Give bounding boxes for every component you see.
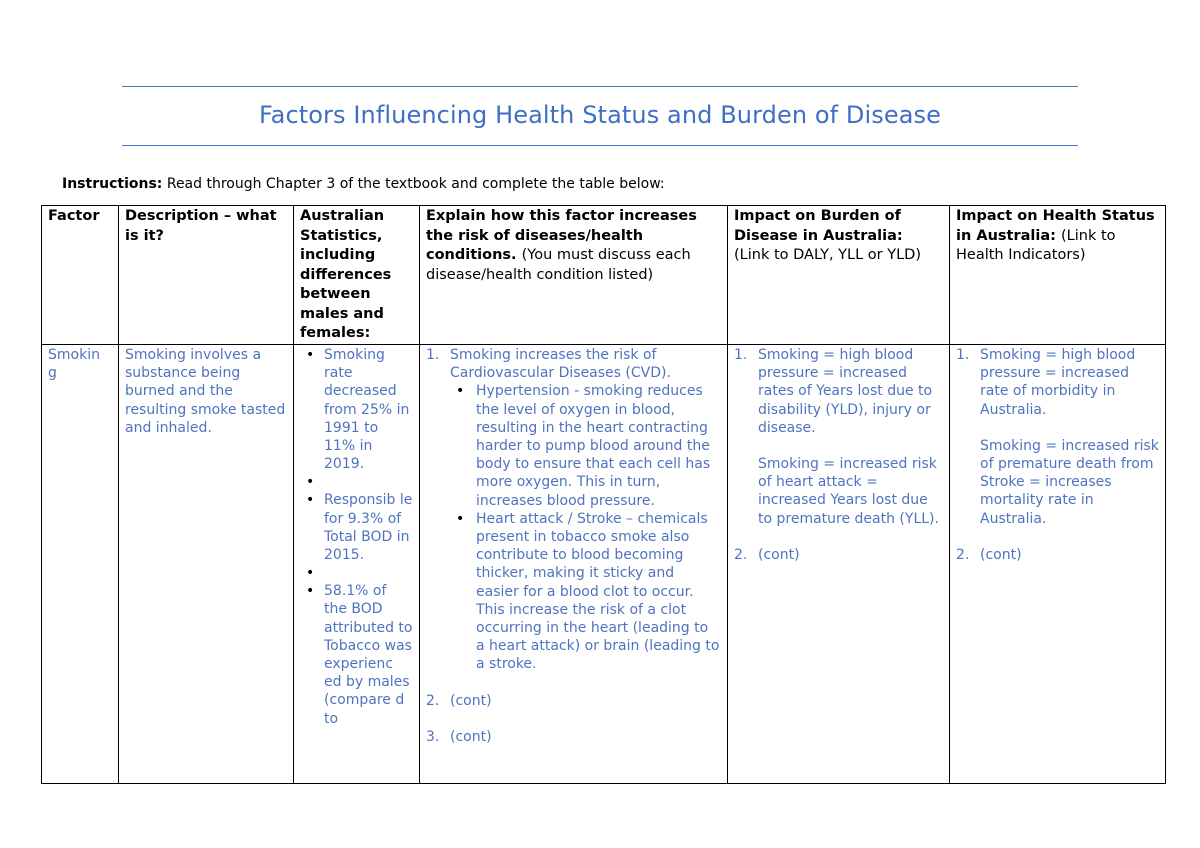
title-bottom-rule [122, 145, 1078, 146]
header-statistics: Australian Statistics, including differences between males and females: [294, 206, 420, 345]
explain-subitem: • Heart attack / Stroke – chemicals present in tobacco smoke also contribute to blood becoming thicker, making it sticky and easier for a blood clot to occur. This increase the risk of a clot occurring in the heart (leading to a heart attack) or brain (leading to a stroke. [476, 510, 721, 674]
instructions [62, 176, 665, 192]
statistics-list [300, 346, 413, 728]
explain-sublist [450, 382, 721, 673]
cell-status[interactable] [950, 345, 1166, 784]
cell-factor[interactable]: Smokin g [42, 345, 119, 784]
header-explain-note: (You must discuss each disease/health condition listed) [426, 247, 691, 283]
burden-item-2: 2. (cont) [734, 546, 800, 563]
instructions-text: Read through Chapter 3 of the textbook and complete the table below: [162, 176, 665, 192]
explain-item-1: 1. Smoking increases the risk of Cardiovascular Diseases (CVD). • Hypertension - smoking reduces the level of oxygen in blood, resulting in the heart contracting harder to pump blood around the body to ensure that each cell has more oxygen. This in turn, increases blood pressure. • Heart attack / Stroke – chemicals present in tobacco smoke also contribute to blood becoming thicker, making it sticky and easier for a blood clot to occur. This increase the risk of a clot occurring in the heart (leading to a heart attack) or brain (leading to a stroke. [426, 346, 721, 674]
burden-item-1: 1. Smoking = high blood pressure = increased rates of Years lost due to disability (YLD), injury or disease. Smoking = increased risk of heart attack = increased Years lost due to premature death (YLL). [734, 347, 939, 527]
status-item-1: 1. Smoking = high blood pressure = increased rate of morbidity in Australia. Smoking = increased risk of premature death from Stroke = increases mortality rate in Australia. [956, 347, 1159, 527]
header-burden-note: (Link to DALY, YLL or YLD) [734, 247, 922, 263]
page-title: Factors Influencing Health Status and Burden of Disease [258, 101, 942, 129]
explain-item-3: 3. (cont) [426, 728, 492, 745]
cell-statistics[interactable] [294, 345, 420, 784]
header-explain-bold: Explain how this factor increases the risk of diseases/health conditions. [426, 208, 697, 263]
header-burden [728, 206, 950, 345]
statistics-item: • 58.1% of the BOD attributed to Tobacco was experienc ed by males (compare d to [324, 582, 413, 728]
explain-subitem: • Hypertension - smoking reduces the level of oxygen in blood, resulting in the heart contracting harder to pump blood around the body to ensure that each cell has more oxygen. This in turn, increases blood pressure. [476, 382, 721, 509]
header-status [950, 206, 1166, 345]
statistics-item: • Smoking rate decreased from 25% in 1991 to 11% in 2019. [324, 346, 413, 473]
header-explain [420, 206, 728, 345]
title-top-rule [122, 86, 1078, 87]
header-status-note: (Link to Health Indicators) [956, 227, 1116, 263]
statistics-item: • Responsib le for 9.3% of Total BOD in 2015. [324, 491, 413, 564]
cell-description[interactable]: Smoking involves a substance being burned and the resulting smoke tasted and inhaled. [119, 345, 294, 784]
header-burden-bold: Impact on Burden of Disease in Australia: [734, 208, 903, 244]
status-item-2: 2. (cont) [956, 546, 1022, 563]
header-description: Description – what is it? [119, 206, 294, 345]
header-row [42, 206, 1166, 345]
cell-burden[interactable] [728, 345, 950, 784]
table-row [42, 345, 1166, 784]
instructions-label: Instructions: [62, 176, 163, 192]
header-status-bold: Impact on Health Status in Australia: [956, 208, 1155, 244]
cell-explain[interactable] [420, 345, 728, 784]
explain-item-2: 2. (cont) [426, 692, 492, 709]
header-factor: Factor [42, 206, 119, 345]
worksheet-table [41, 205, 1166, 784]
